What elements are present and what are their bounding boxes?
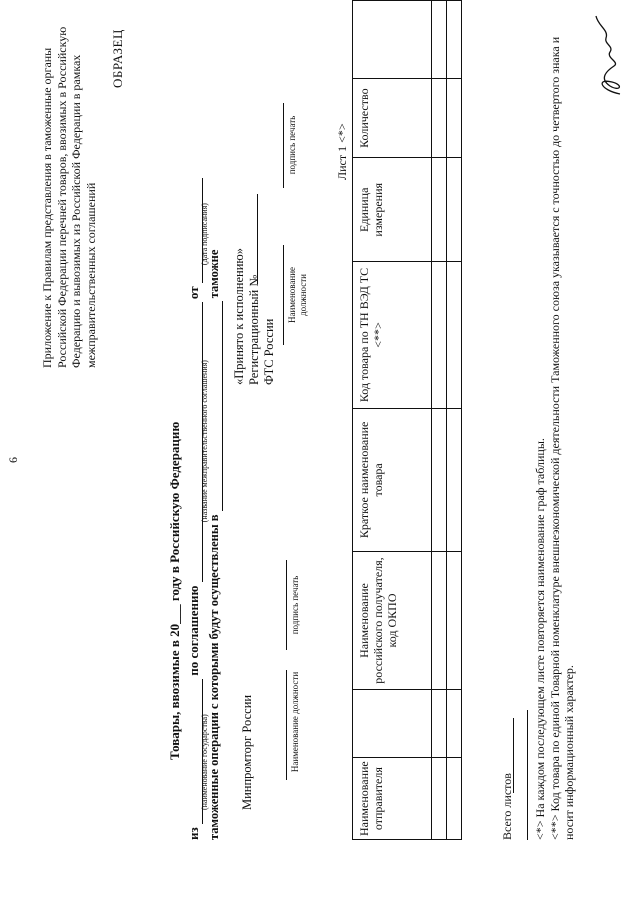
goods-table xyxy=(352,0,462,840)
from-word: из xyxy=(186,827,201,840)
total-sheets-line xyxy=(513,718,514,793)
agreement-blank xyxy=(186,302,209,582)
footnote-separator xyxy=(527,710,528,840)
left-sign-caption: подпись печать xyxy=(290,575,300,635)
ministry-name: Минпромторг России xyxy=(240,694,254,810)
from-word-2: от xyxy=(186,286,201,300)
header-recipient: Наименование российского получателя, код ОКПО xyxy=(353,551,432,689)
table-row xyxy=(447,1,462,840)
left-post-caption: Наименование должности xyxy=(290,671,300,773)
form-title: Товары, ввозимые в 20___ году в Российскую Федерацию xyxy=(167,421,182,760)
header-sender: Наименование отправителя xyxy=(353,758,432,840)
sample-label: ОБРАЗЕЦ xyxy=(110,29,125,88)
customs-blank xyxy=(207,301,223,511)
sheet-label: Лист 1 <*> xyxy=(335,123,349,180)
right-post-line xyxy=(283,245,284,345)
left-post-line xyxy=(286,670,287,780)
agreement-line xyxy=(186,178,209,840)
agreement-caption: (название межправительственного соглашения) xyxy=(200,360,209,523)
customs-ops-text: таможенные операции с которыми будут осуществлены в xyxy=(207,514,221,840)
accepted-label: «Принято к исполнению» xyxy=(232,248,246,385)
header-extra xyxy=(353,1,432,79)
page-number: 6 xyxy=(6,457,20,463)
customs-line xyxy=(207,250,223,840)
header-tn-ved-code: Код товара по ТН ВЭД ТС <**> xyxy=(353,262,432,409)
header-unit: Единица измерения xyxy=(353,158,432,262)
footnotes xyxy=(533,20,577,840)
date-blank xyxy=(186,178,209,283)
right-sign-line xyxy=(283,103,284,188)
footnote-1: <*> На каждом последующем листе повторяется наименование граф таблицы. xyxy=(533,438,547,840)
header-quantity: Количество xyxy=(353,78,432,158)
customs-word: таможне xyxy=(207,249,221,299)
registration-line xyxy=(257,194,258,284)
accepted-block xyxy=(232,248,277,385)
header-goods-name: Краткое наименование товара xyxy=(353,408,432,551)
right-post-caption: Наименование должности xyxy=(287,266,308,324)
left-sign-line xyxy=(286,560,287,650)
right-sign-caption: подпись печать xyxy=(287,115,297,175)
state-blank xyxy=(186,679,209,824)
table-header-row xyxy=(353,1,432,840)
footnote-2: <**> Код товара по единой Товарной номенклатуре внешнеэкономической деятельности Таможенного союза указывается с точностью до четвертого знака и носит информационный характер. xyxy=(547,36,576,840)
by-agreement: по соглашению xyxy=(186,585,201,676)
state-caption: (наименование государства) xyxy=(200,714,209,811)
handwritten-signature xyxy=(590,10,630,100)
service-label: ФТС России xyxy=(262,318,276,385)
date-caption: (дата подписания) xyxy=(200,203,209,266)
table-row xyxy=(432,1,447,840)
header-gap xyxy=(353,690,432,758)
total-sheets-label: Всего листов xyxy=(500,773,514,840)
appendix-note: Приложение к Правилам представления в таможенные органы Российской Федерации перечней товаров, ввозимых в Российскую Федерацию и вывозимых из Российской Федерации в рамках межправительственных соглашений xyxy=(40,26,98,368)
registration-label: Регистрационный № xyxy=(247,274,261,385)
